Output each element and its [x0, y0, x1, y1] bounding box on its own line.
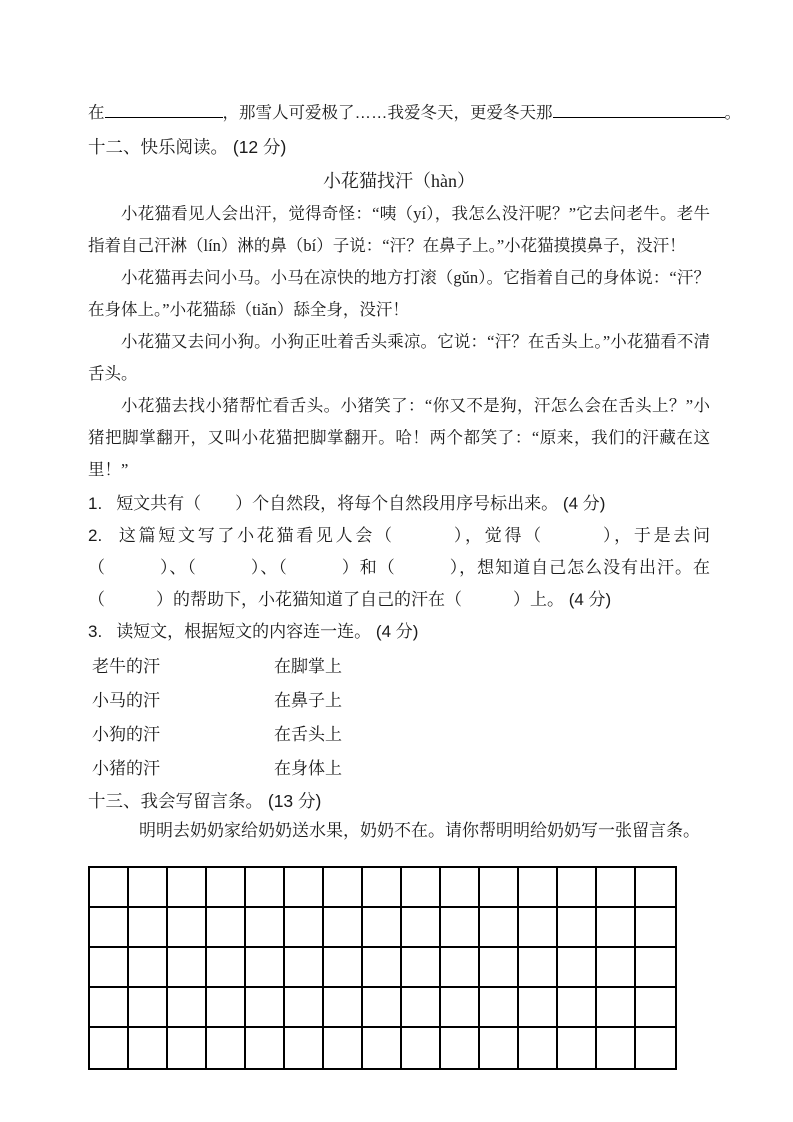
- grid-cell[interactable]: [246, 948, 285, 988]
- grid-cell[interactable]: [285, 868, 324, 908]
- grid-cell[interactable]: [597, 868, 636, 908]
- grid-cell[interactable]: [129, 988, 168, 1028]
- fill-in-suffix: 。: [724, 104, 741, 122]
- grid-cell[interactable]: [441, 868, 480, 908]
- grid-cell[interactable]: [636, 908, 675, 948]
- grid-cell[interactable]: [324, 868, 363, 908]
- grid-cell[interactable]: [480, 988, 519, 1028]
- grid-cell[interactable]: [441, 908, 480, 948]
- grid-cell[interactable]: [597, 1028, 636, 1068]
- match-left-item[interactable]: 小狗的汗: [92, 725, 160, 744]
- grid-cell[interactable]: [246, 908, 285, 948]
- grid-cell[interactable]: [441, 988, 480, 1028]
- question-list: [88, 488, 710, 648]
- grid-cell[interactable]: [129, 868, 168, 908]
- grid-cell[interactable]: [558, 948, 597, 988]
- grid-cell[interactable]: [246, 988, 285, 1028]
- grid-cell[interactable]: [519, 948, 558, 988]
- grid-cell[interactable]: [597, 988, 636, 1028]
- grid-cell[interactable]: [636, 988, 675, 1028]
- grid-cell[interactable]: [285, 988, 324, 1028]
- blank-line-1[interactable]: [105, 100, 223, 118]
- question-3-text: 读短文，根据短文的内容连一连。 (4 分): [116, 622, 419, 641]
- match-left-item[interactable]: 小马的汗: [92, 691, 160, 710]
- grid-cell[interactable]: [480, 1028, 519, 1068]
- question-1-number: 1.: [88, 494, 103, 513]
- grid-cell[interactable]: [519, 988, 558, 1028]
- match-row-1: [92, 650, 710, 684]
- matching-exercise: [92, 650, 710, 786]
- grid-cell[interactable]: [636, 948, 675, 988]
- grid-cell[interactable]: [363, 1028, 402, 1068]
- match-right-item[interactable]: 在身体上: [274, 759, 342, 778]
- grid-cell[interactable]: [363, 908, 402, 948]
- grid-cell[interactable]: [285, 908, 324, 948]
- grid-cell[interactable]: [285, 948, 324, 988]
- passage-paragraph-1: 小花猫看见人会出汗，觉得奇怪：“咦（yí），我怎么没汗呢？”它去问老牛。老牛指着自己汗淋（lín）淋的鼻（bí）子说：“汗？在鼻子上。”小花猫摸摸鼻子，没汗！: [88, 204, 710, 255]
- grid-cell[interactable]: [246, 1028, 285, 1068]
- question-2-number: 2.: [88, 526, 103, 545]
- grid-cell[interactable]: [90, 868, 129, 908]
- question-2-text: 这篇短文写了小花猫看见人会（ ），觉得（ ），于是去问（ ）、（ ）、（ ）和（ ），想知道自己怎么没有出汗。在（ ）的帮助下，小花猫知道了自己的汗在（ ）上。 (4 分): [88, 526, 710, 609]
- grid-cell[interactable]: [129, 1028, 168, 1068]
- passage-title: 小花猫找汗（hàn）: [323, 171, 475, 191]
- fill-in-middle: ，那雪人可爱极了……我爱冬天，更爱冬天那: [222, 104, 553, 122]
- question-1: [88, 488, 710, 520]
- grid-cell[interactable]: [636, 868, 675, 908]
- match-row-4: [92, 752, 710, 786]
- grid-cell[interactable]: [402, 1028, 441, 1068]
- grid-cell[interactable]: [207, 868, 246, 908]
- grid-cell[interactable]: [519, 868, 558, 908]
- fill-in-sentence: [88, 100, 741, 125]
- grid-cell[interactable]: [597, 948, 636, 988]
- question-2: [88, 520, 710, 616]
- grid-cell[interactable]: [129, 948, 168, 988]
- passage-paragraph-4: 小花猫去找小猪帮忙看舌头。小猪笑了：“你又不是狗，汗怎么会在舌头上？”小猪把脚掌翻开，又叫小花猫把脚掌翻开。哈！两个都笑了：“原来，我们的汗藏在这里！”: [88, 396, 710, 479]
- fill-in-prefix: 在: [88, 104, 105, 122]
- passage-paragraph-2: 小花猫再去问小马。小马在凉快的地方打滚（gǔn）。它指着自己的身体说：“汗？在身体上。”小花猫舔（tiǎn）舔全身，没汗！: [88, 268, 710, 319]
- match-right-item[interactable]: 在舌头上: [274, 725, 342, 744]
- grid-cell[interactable]: [90, 948, 129, 988]
- grid-cell[interactable]: [363, 868, 402, 908]
- section-12-heading: 十二、快乐阅读。 (12 分): [88, 137, 287, 157]
- grid-cell[interactable]: [207, 988, 246, 1028]
- grid-cell[interactable]: [402, 908, 441, 948]
- section-13-heading: 十三、我会写留言条。 (13 分): [88, 791, 322, 811]
- match-left-item[interactable]: 老牛的汗: [92, 657, 160, 676]
- match-row-3: [92, 718, 710, 752]
- writing-grid[interactable]: [88, 866, 677, 1070]
- grid-cell[interactable]: [168, 908, 207, 948]
- grid-cell[interactable]: [402, 868, 441, 908]
- grid-cell[interactable]: [363, 948, 402, 988]
- grid-cell[interactable]: [519, 1028, 558, 1068]
- question-3: [88, 616, 710, 648]
- question-3-number: 3.: [88, 622, 103, 641]
- reading-passage: [88, 198, 710, 486]
- grid-cell[interactable]: [558, 908, 597, 948]
- grid-cell[interactable]: [519, 908, 558, 948]
- grid-cell[interactable]: [480, 868, 519, 908]
- grid-cell[interactable]: [246, 868, 285, 908]
- grid-cell[interactable]: [363, 988, 402, 1028]
- grid-cell[interactable]: [207, 948, 246, 988]
- grid-cell[interactable]: [558, 1028, 597, 1068]
- match-right-item[interactable]: 在脚掌上: [274, 657, 342, 676]
- grid-cell[interactable]: [168, 1028, 207, 1068]
- match-right-item[interactable]: 在鼻子上: [274, 691, 342, 710]
- match-left-item[interactable]: 小猪的汗: [92, 759, 160, 778]
- question-1-text: 短文共有（ ）个自然段，将每个自然段用序号标出来。 (4 分): [116, 494, 606, 513]
- grid-cell[interactable]: [168, 868, 207, 908]
- grid-cell[interactable]: [636, 1028, 675, 1068]
- match-row-2: [92, 684, 710, 718]
- grid-cell[interactable]: [324, 1028, 363, 1068]
- grid-cell[interactable]: [324, 948, 363, 988]
- grid-cell[interactable]: [168, 988, 207, 1028]
- grid-cell[interactable]: [480, 948, 519, 988]
- grid-cell[interactable]: [597, 908, 636, 948]
- grid-cell[interactable]: [324, 908, 363, 948]
- grid-cell[interactable]: [129, 908, 168, 948]
- grid-cell[interactable]: [402, 988, 441, 1028]
- grid-cell[interactable]: [441, 1028, 480, 1068]
- grid-cell[interactable]: [285, 1028, 324, 1068]
- note-prompt: 明明去奶奶家给奶奶送水果，奶奶不在。请你帮明明给奶奶写一张留言条。: [139, 821, 700, 840]
- grid-cell[interactable]: [441, 948, 480, 988]
- grid-cell[interactable]: [90, 1028, 129, 1068]
- grid-cell[interactable]: [168, 948, 207, 988]
- grid-cell[interactable]: [324, 988, 363, 1028]
- grid-cell[interactable]: [558, 988, 597, 1028]
- grid-cell[interactable]: [90, 908, 129, 948]
- grid-cell[interactable]: [207, 908, 246, 948]
- blank-line-2[interactable]: [553, 100, 725, 118]
- passage-paragraph-3: 小花猫又去问小狗。小狗正吐着舌头乘凉。它说：“汗？在舌头上。”小花猫看不清舌头。: [88, 332, 710, 383]
- grid-cell[interactable]: [480, 908, 519, 948]
- grid-cell[interactable]: [558, 868, 597, 908]
- grid-cell[interactable]: [90, 988, 129, 1028]
- grid-cell[interactable]: [402, 948, 441, 988]
- grid-cell[interactable]: [207, 1028, 246, 1068]
